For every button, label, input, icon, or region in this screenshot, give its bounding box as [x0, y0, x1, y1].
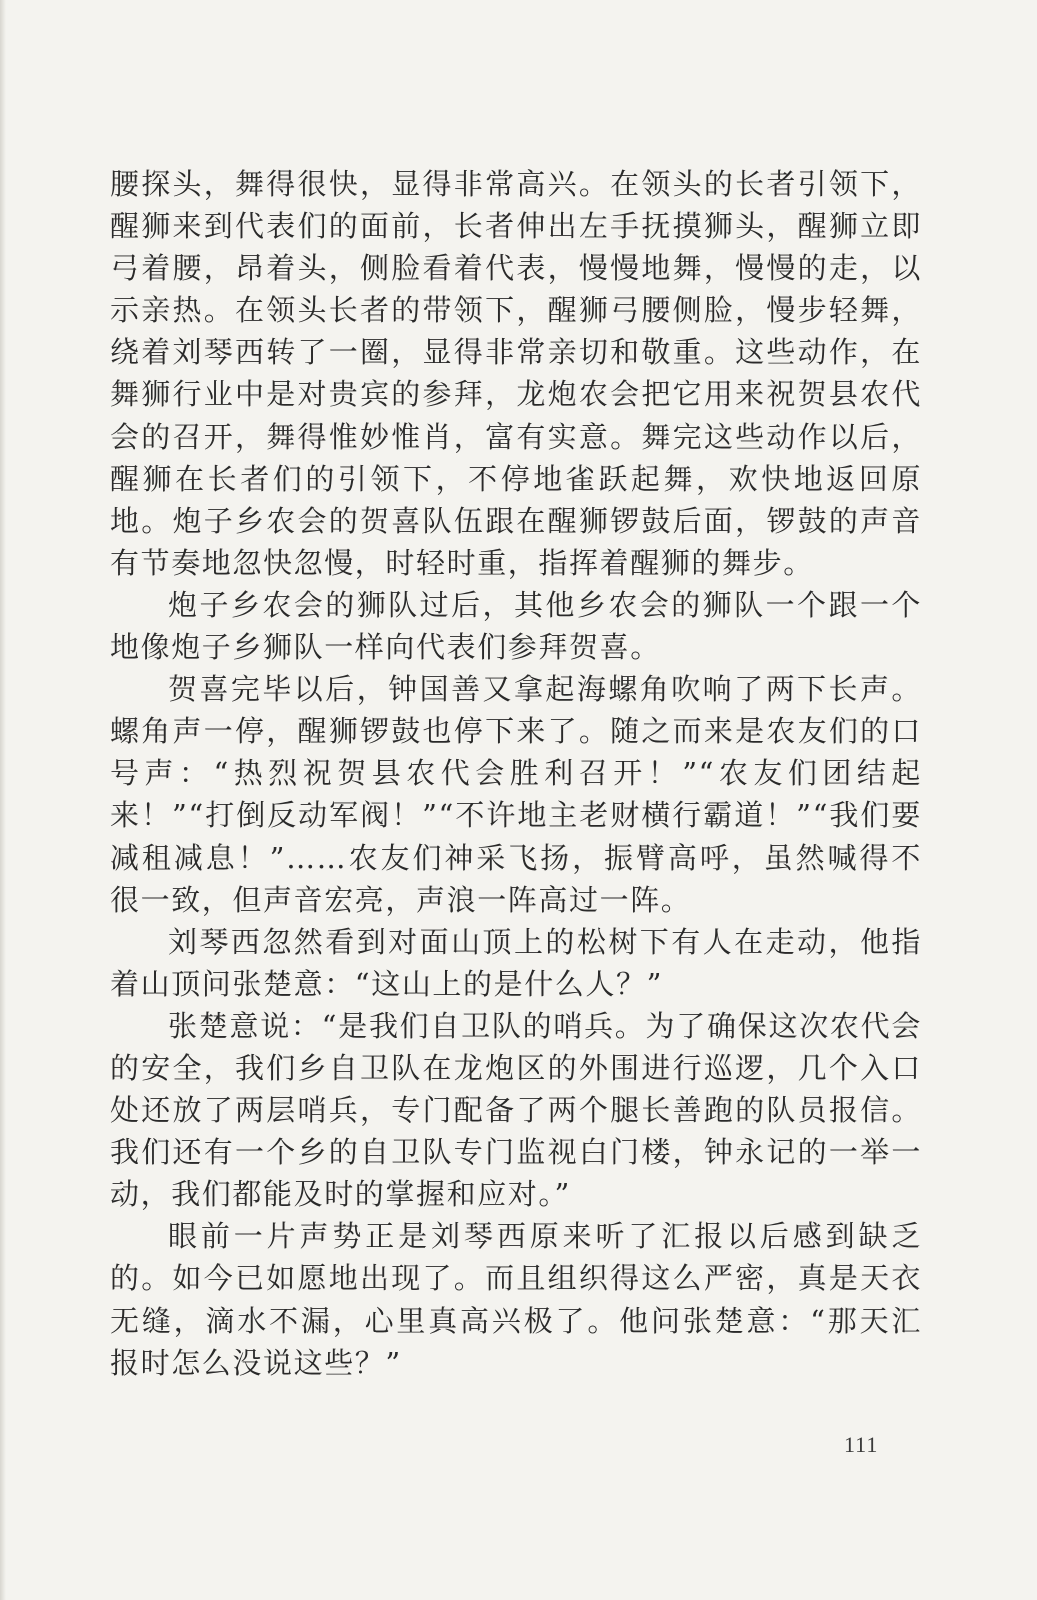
- paragraph-3: 贺喜完毕以后，钟国善又拿起海螺角吹响了两下长声。螺角声一停，醒狮锣鼓也停下来了。随之而来是农友们的口号声：“热烈祝贺县农代会胜利召开！”“农友们团结起来！”“打倒反动军阀！”“不许地主老财横行霸道！”“我们要减租减息！”……农友们神采飞扬，振臂高呼，虽然喊得不很一致，但声音宏亮，声浪一阵高过一阵。: [110, 672, 922, 917]
- paragraph-2: 炮子乡农会的狮队过后，其他乡农会的狮队一个跟一个地像炮子乡狮队一样向代表们参拜贺喜。: [110, 587, 922, 665]
- paragraph-1: 腰探头，舞得很快，显得非常高兴。在领头的长者引领下，醒狮来到代表们的面前，长者伸出左手抚摸狮头，醒狮立即弓着腰，昂着头，侧脸看着代表，慢慢地舞，慢慢的走，以示亲热。在领头长者的带领下，醒狮弓腰侧脸，慢步轻舞，绕着刘琴西转了一圈，显得非常亲切和敬重。这些动作，在舞狮行业中是对贵宾的参拜，龙炮农会把它用来祝贺县农代会的召开，舞得惟妙惟肖，富有实意。舞完这些动作以后，醒狮在长者们的引领下，不停地雀跃起舞，欢快地返回原地。炮子乡农会的贺喜队伍跟在醒狮锣鼓后面，锣鼓的声音有节奏地忽快忽慢，时轻时重，指挥着醒狮的舞步。: [110, 167, 922, 580]
- page-edge-shadow: [0, 0, 6, 1600]
- page-number: 111: [844, 1432, 879, 1457]
- paragraph-4: 刘琴西忽然看到对面山顶上的松树下有人在走动，他指着山顶问张楚意：“这山上的是什么人？”: [110, 924, 922, 1001]
- body-text: [110, 163, 922, 1384]
- paragraph-5: 张楚意说：“是我们自卫队的哨兵。为了确保这次农代会的安全，我们乡自卫队在龙炮区的外围进行巡逻，几个入口处还放了两层哨兵，专门配备了两个腿长善跑的队员报信。我们还有一个乡的自卫队专门监视白门楼，钟永记的一举一动，我们都能及时的掌握和应对。”: [110, 1008, 922, 1212]
- paragraph-6: 眼前一片声势正是刘琴西原来听了汇报以后感到缺乏的。如今已如愿地出现了。而且组织得这么严密，真是天衣无缝，滴水不漏，心里真高兴极了。他问张楚意：“那天汇报时怎么没说这些？”: [110, 1219, 922, 1380]
